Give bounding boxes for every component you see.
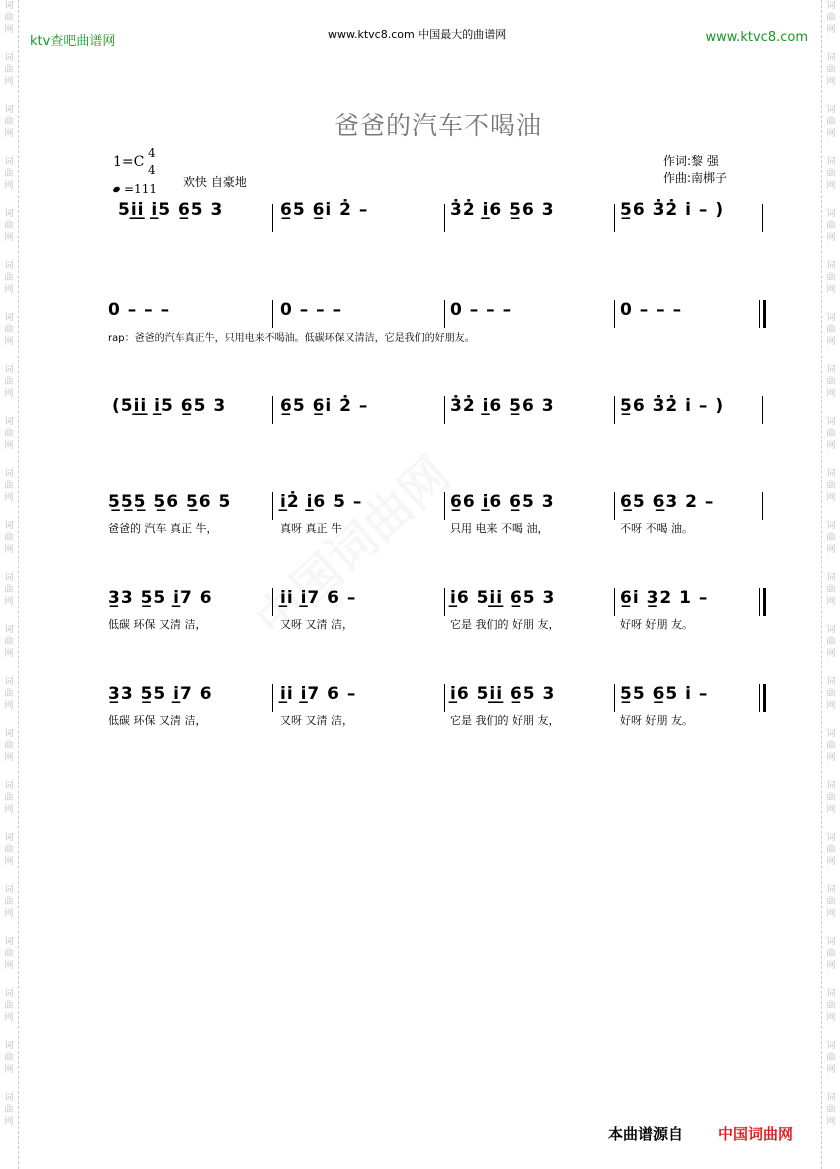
barline [444, 396, 445, 424]
margin-gap [0, 1076, 18, 1092]
barline [614, 204, 615, 232]
lyric-line: 低碳 环保 又清 洁， [108, 618, 207, 631]
margin-glyph: 曲 [826, 325, 836, 335]
margin-glyph: 网 [826, 545, 836, 555]
margin-glyph: 词 [826, 1093, 836, 1103]
measure: 0 – – – [450, 300, 513, 320]
header-url: www.ktvc8.com [705, 30, 808, 45]
margin-glyph: 词 [826, 729, 836, 739]
lyricist-credit: 作词:黎 强 [663, 154, 719, 168]
margin-glyph: 词 [826, 573, 836, 583]
margin-gap [822, 88, 840, 104]
margin-glyph: 词 [4, 521, 14, 531]
margin-glyph: 曲 [4, 689, 14, 699]
expression-marking: 欢快 自豪地 [183, 175, 247, 189]
margin-glyph: 词 [826, 469, 836, 479]
margin-gap [0, 764, 18, 780]
margin-glyph: 曲 [826, 117, 836, 127]
margin-glyph: 曲 [826, 13, 836, 23]
margin-glyph: 曲 [826, 897, 836, 907]
measure: 5̲6 3̇2̇ i – ) [620, 200, 725, 220]
margin-glyph: 网 [4, 597, 14, 607]
margin-glyph: 词 [826, 313, 836, 323]
header-site-name: ktv查吧曲谱网 [30, 34, 116, 49]
margin-glyph: 词 [4, 261, 14, 271]
margin-gap [0, 348, 18, 364]
margin-glyph: 词 [4, 729, 14, 739]
measure: i̲2̇ i̲6 5 – [280, 492, 363, 512]
margin-glyph: 网 [4, 701, 14, 711]
barline [614, 588, 615, 616]
margin-glyph: 词 [826, 677, 836, 687]
margin-glyph: 曲 [4, 481, 14, 491]
margin-gap [822, 868, 840, 884]
barline [614, 492, 615, 520]
barline [272, 492, 273, 520]
margin-glyph: 词 [826, 209, 836, 219]
measure: 5̲6 3̇2̇ i – ) [620, 396, 725, 416]
margin-gap [0, 1128, 18, 1144]
margin-gap [822, 348, 840, 364]
margin-glyph: 网 [4, 25, 14, 35]
margin-glyph: 曲 [826, 377, 836, 387]
margin-glyph: 网 [4, 493, 14, 503]
barline [759, 300, 760, 328]
margin-glyph: 网 [826, 649, 836, 659]
margin-glyph: 网 [826, 961, 836, 971]
score-system-6 [108, 684, 766, 732]
margin-glyph: 网 [826, 285, 836, 295]
margin-gap [0, 920, 18, 936]
margin-glyph: 网 [826, 909, 836, 919]
barline [444, 300, 445, 328]
margin-gap [822, 504, 840, 520]
barline [762, 492, 763, 520]
margin-glyph: 曲 [826, 689, 836, 699]
margin-glyph: 网 [4, 181, 14, 191]
margin-gap [0, 140, 18, 156]
margin-glyph: 词 [4, 469, 14, 479]
repeat-barline [763, 300, 766, 328]
margin-glyph: 词 [826, 261, 836, 271]
margin-glyph: 网 [826, 701, 836, 711]
lyric-line: 不呀 不喝 油。 [620, 522, 693, 535]
barline [272, 204, 273, 232]
margin-glyph: 词 [4, 885, 14, 895]
margin-glyph: 曲 [4, 429, 14, 439]
margin-glyph: 曲 [4, 325, 14, 335]
margin-glyph: 词 [4, 157, 14, 167]
margin-glyph: 网 [4, 805, 14, 815]
margin-glyph: 词 [4, 573, 14, 583]
margin-glyph: 网 [826, 805, 836, 815]
rap-lyrics: rap：爸爸的汽车真正牛，只用电来不喝油。低碳环保又清洁，它是我们的好朋友。 [108, 333, 475, 344]
margin-glyph: 曲 [826, 1001, 836, 1011]
note-icon [112, 186, 120, 193]
barline [762, 204, 763, 232]
margin-glyph: 网 [826, 753, 836, 763]
margin-glyph: 词 [826, 989, 836, 999]
margin-glyph: 词 [4, 417, 14, 427]
margin-glyph: 网 [826, 441, 836, 451]
margin-glyph: 曲 [826, 1105, 836, 1115]
time-signature [148, 145, 156, 179]
margin-gap [0, 608, 18, 624]
margin-glyph: 词 [826, 833, 836, 843]
header-tagline: www.ktvc8.com 中国最大的曲谱网 [328, 28, 507, 41]
margin-gap [0, 452, 18, 468]
margin-gap [822, 244, 840, 260]
margin-glyph: 词 [4, 625, 14, 635]
time-signature-bottom: 4 [148, 163, 156, 177]
margin-glyph: 网 [4, 129, 14, 139]
margin-glyph: 曲 [826, 741, 836, 751]
margin-glyph: 网 [826, 389, 836, 399]
barline [444, 204, 445, 232]
margin-glyph: 网 [4, 389, 14, 399]
margin-glyph: 曲 [4, 65, 14, 75]
margin-gap [0, 712, 18, 728]
margin-glyph: 曲 [4, 949, 14, 959]
margin-glyph: 曲 [826, 585, 836, 595]
score-system-5 [108, 588, 766, 636]
margin-glyph: 网 [826, 857, 836, 867]
composer-credit: 作曲:南梆子 [663, 171, 728, 185]
margin-glyph: 词 [4, 209, 14, 219]
margin-gap [0, 244, 18, 260]
margin-glyph: 网 [4, 337, 14, 347]
margin-gap [822, 608, 840, 624]
margin-glyph: 网 [826, 1065, 836, 1075]
margin-glyph: 曲 [826, 949, 836, 959]
margin-glyph: 曲 [4, 117, 14, 127]
margin-glyph: 网 [4, 753, 14, 763]
margin-glyph: 曲 [826, 637, 836, 647]
margin-glyph: 词 [4, 781, 14, 791]
barline [444, 684, 445, 712]
barline [614, 396, 615, 424]
barline [444, 588, 445, 616]
lyric-line: 好呀 好朋 友。 [620, 618, 693, 631]
measure: 5i̲i̲ i̲5 6̲5 3 [118, 200, 224, 220]
margin-glyph: 词 [4, 1, 14, 11]
margin-glyph: 网 [4, 233, 14, 243]
margin-glyph: 网 [4, 649, 14, 659]
margin-glyph: 曲 [826, 481, 836, 491]
margin-gap [0, 400, 18, 416]
repeat-barline [763, 588, 766, 616]
margin-glyph: 曲 [4, 741, 14, 751]
margin-glyph: 词 [826, 885, 836, 895]
measure: 3̲3 5̲5 i̲7 6 [108, 684, 213, 704]
margin-gap [822, 660, 840, 676]
score-system-2 [108, 300, 766, 344]
margin-glyph: 曲 [826, 221, 836, 231]
margin-glyph: 网 [826, 25, 836, 35]
margin-glyph: 词 [826, 105, 836, 115]
time-signature-top: 4 [148, 146, 156, 160]
margin-glyph: 曲 [826, 169, 836, 179]
margin-glyph: 曲 [4, 897, 14, 907]
margin-gap [0, 296, 18, 312]
margin-glyph: 曲 [4, 585, 14, 595]
barline [272, 588, 273, 616]
right-margin-strip [821, 0, 840, 1169]
measure: 6̲5 6̲3 2 – [620, 492, 715, 512]
margin-gap [822, 1076, 840, 1092]
lyric-line: 只用 电来 不喝 油， [450, 522, 549, 535]
lyric-line: 好呀 好朋 友。 [620, 714, 693, 727]
margin-glyph: 网 [4, 1065, 14, 1075]
lyric-line: 它是 我们的 好朋 友， [450, 618, 560, 631]
margin-glyph: 网 [826, 181, 836, 191]
margin-glyph: 曲 [4, 273, 14, 283]
final-barline [763, 684, 766, 712]
barline [614, 300, 615, 328]
barline [272, 684, 273, 712]
measure: 3̇2̇ i̲6 5̲6 3 [450, 396, 555, 416]
measure: 6̲i 3̲2 1 – [620, 588, 709, 608]
margin-glyph: 网 [4, 857, 14, 867]
margin-glyph: 曲 [826, 1053, 836, 1063]
margin-glyph: 曲 [4, 13, 14, 23]
margin-glyph: 曲 [826, 845, 836, 855]
lyric-line: 又呀 又清 洁， [280, 714, 353, 727]
margin-glyph: 词 [4, 313, 14, 323]
margin-gap [822, 712, 840, 728]
margin-glyph: 词 [4, 677, 14, 687]
measure: 6̲5 6̲i 2̇ – [280, 396, 369, 416]
margin-glyph: 词 [4, 1041, 14, 1051]
margin-gap [822, 764, 840, 780]
margin-glyph: 网 [4, 77, 14, 87]
measure: 5̲5̲5̲ 5̲6 5̲6 5 [108, 492, 232, 512]
margin-glyph: 网 [4, 1013, 14, 1023]
margin-glyph: 词 [4, 833, 14, 843]
margin-glyph: 词 [4, 989, 14, 999]
tempo-value: =111 [124, 182, 157, 196]
footer-source-label: 本曲谱源自 [608, 1125, 684, 1143]
measure: i̲6 5i̲i̲ 6̲5 3 [450, 588, 556, 608]
measure: 0 – – – [108, 300, 171, 320]
margin-glyph: 词 [826, 1041, 836, 1051]
key-signature: 1=C [113, 154, 145, 170]
margin-gap [0, 868, 18, 884]
margin-glyph: 网 [826, 129, 836, 139]
barline [444, 492, 445, 520]
margin-gap [0, 192, 18, 208]
margin-glyph: 曲 [4, 845, 14, 855]
margin-glyph: 曲 [4, 793, 14, 803]
margin-glyph: 网 [826, 597, 836, 607]
barline [759, 684, 760, 712]
margin-gap [822, 920, 840, 936]
margin-glyph: 曲 [4, 1053, 14, 1063]
margin-glyph: 曲 [4, 221, 14, 231]
margin-glyph: 词 [826, 365, 836, 375]
margin-glyph: 词 [826, 521, 836, 531]
margin-gap [822, 140, 840, 156]
margin-glyph: 网 [826, 77, 836, 87]
measure: 0 – – – [280, 300, 343, 320]
margin-glyph: 词 [4, 1093, 14, 1103]
margin-gap [0, 1024, 18, 1040]
left-margin-strip [0, 0, 19, 1169]
margin-glyph: 曲 [4, 1001, 14, 1011]
margin-gap [822, 36, 840, 52]
margin-glyph: 网 [4, 961, 14, 971]
margin-gap [0, 556, 18, 572]
measure: i̲i i̲7 6 – [280, 588, 357, 608]
margin-glyph: 词 [826, 1, 836, 11]
margin-glyph: 词 [4, 105, 14, 115]
measure: i̲6 5i̲i̲ 6̲5 3 [450, 684, 556, 704]
margin-glyph: 网 [4, 545, 14, 555]
margin-gap [822, 972, 840, 988]
score-system-1 [108, 200, 766, 240]
margin-glyph: 词 [826, 53, 836, 63]
lyric-line: 它是 我们的 好朋 友， [450, 714, 560, 727]
lyric-line: 又呀 又清 洁， [280, 618, 353, 631]
margin-glyph: 词 [826, 937, 836, 947]
margin-gap [0, 36, 18, 52]
margin-glyph: 词 [826, 157, 836, 167]
margin-glyph: 网 [826, 337, 836, 347]
lyric-line: 真呀 真正 牛 [280, 522, 342, 535]
margin-glyph: 曲 [4, 533, 14, 543]
barline [272, 396, 273, 424]
margin-glyph: 词 [826, 417, 836, 427]
margin-gap [822, 1024, 840, 1040]
footer-source-link[interactable]: 中国词曲网 [718, 1125, 794, 1143]
margin-glyph: 网 [826, 1117, 836, 1127]
margin-glyph: 曲 [4, 1105, 14, 1115]
measure: 3̇2̇ i̲6 5̲6 3 [450, 200, 555, 220]
barline [762, 396, 763, 424]
margin-gap [0, 660, 18, 676]
barline [272, 300, 273, 328]
margin-glyph: 词 [826, 781, 836, 791]
measure: i̲i i̲7 6 – [280, 684, 357, 704]
margin-gap [822, 296, 840, 312]
margin-glyph: 词 [4, 365, 14, 375]
margin-gap [822, 400, 840, 416]
margin-glyph: 网 [4, 1117, 14, 1127]
margin-gap [0, 504, 18, 520]
margin-gap [822, 192, 840, 208]
tempo-marking [113, 182, 157, 196]
measure: (5i̲i̲ i̲5 6̲5 3 [112, 396, 227, 416]
margin-glyph: 曲 [826, 65, 836, 75]
margin-glyph: 曲 [826, 429, 836, 439]
margin-gap [822, 816, 840, 832]
barline [759, 588, 760, 616]
margin-gap [0, 972, 18, 988]
margin-glyph: 网 [4, 909, 14, 919]
measure: 0 – – – [620, 300, 683, 320]
margin-gap [822, 1128, 840, 1144]
lyric-line: 爸爸的 汽车 真正 牛， [108, 522, 218, 535]
score-system-4 [108, 492, 766, 540]
margin-gap [0, 816, 18, 832]
margin-glyph: 网 [826, 493, 836, 503]
margin-glyph: 曲 [4, 637, 14, 647]
margin-glyph: 曲 [826, 533, 836, 543]
margin-glyph: 网 [4, 441, 14, 451]
measure: 5̲5 6̲5 i – [620, 684, 709, 704]
margin-glyph: 曲 [4, 377, 14, 387]
lyric-line: 低碳 环保 又清 洁， [108, 714, 207, 727]
margin-glyph: 曲 [826, 793, 836, 803]
barline [614, 684, 615, 712]
margin-glyph: 网 [4, 285, 14, 295]
score-system-3 [108, 396, 766, 436]
margin-glyph: 网 [826, 233, 836, 243]
margin-glyph: 曲 [826, 273, 836, 283]
margin-gap [822, 452, 840, 468]
measure: 6̲5 6̲i 2̇ – [280, 200, 369, 220]
measure: 3̲3 5̲5 i̲7 6 [108, 588, 213, 608]
margin-gap [0, 88, 18, 104]
margin-gap [822, 556, 840, 572]
margin-glyph: 曲 [4, 169, 14, 179]
margin-glyph: 词 [4, 937, 14, 947]
margin-glyph: 词 [4, 53, 14, 63]
margin-glyph: 网 [826, 1013, 836, 1023]
page-title: 爸爸的汽车不喝油 [334, 111, 543, 140]
margin-glyph: 词 [826, 625, 836, 635]
measure: 6̲6 i̲6 6̲5 3 [450, 492, 555, 512]
